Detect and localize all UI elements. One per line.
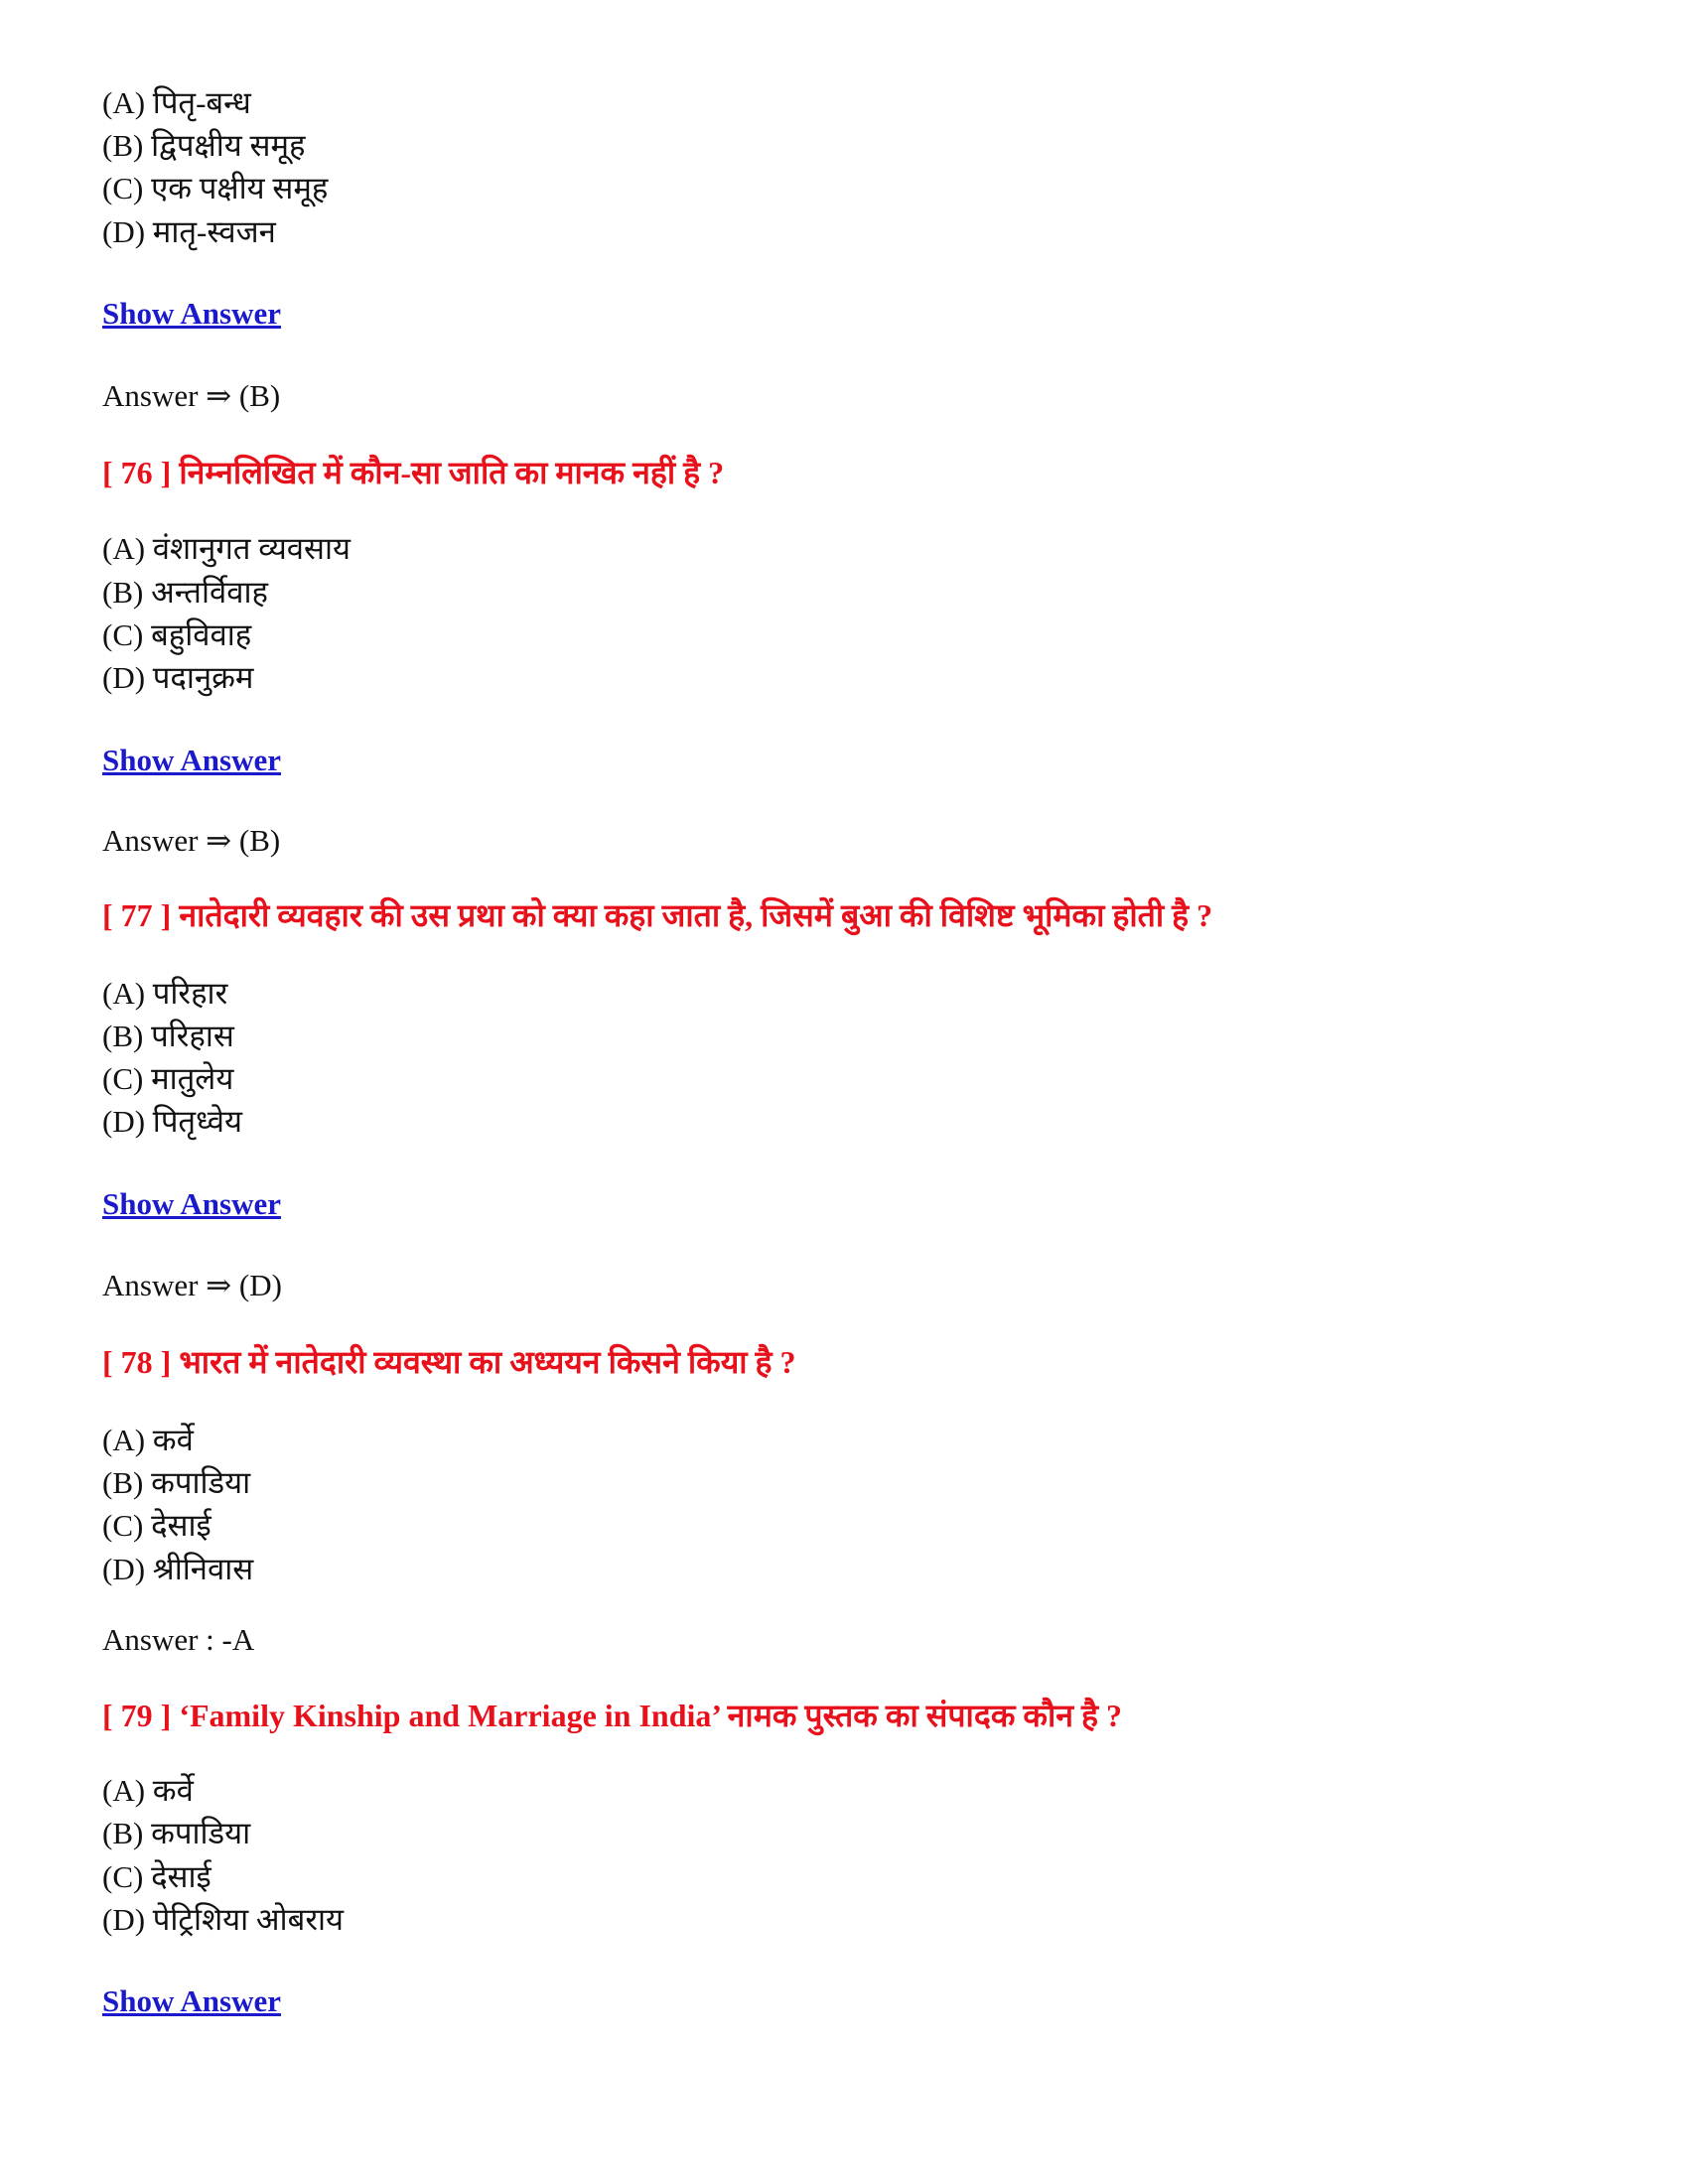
show-answer-link[interactable]: Show Answer: [102, 1186, 282, 1221]
option: (C) बहुविवाह: [102, 617, 252, 652]
show-answer-link[interactable]: Show Answer: [102, 1983, 282, 2018]
answer-text: Answer ⇒ (B): [102, 823, 281, 858]
option: (C) देसाई: [102, 1859, 211, 1894]
option: (C) देसाई: [102, 1508, 211, 1543]
option: (B) द्विपक्षीय समूह: [102, 128, 306, 163]
option: (A) कर्वे: [102, 1773, 194, 1808]
option: (A) कर्वे: [102, 1423, 194, 1457]
question-78: [ 78 ] भारत में नातेदारी व्यवस्था का अध्ययन किसने किया है ?: [102, 1344, 796, 1380]
option: (B) कपाडिया: [102, 1465, 251, 1500]
option: (D) पदानुक्रम: [102, 660, 254, 695]
question-77: [ 77 ] नातेदारी व्यवहार की उस प्रथा को क्या कहा जाता है, जिसमें बुआ की विशिष्ट भूमिका होती है ?: [102, 897, 1213, 933]
answer-text: Answer : -A: [102, 1622, 255, 1657]
option: (A) पितृ-बन्ध: [102, 85, 251, 120]
question-79: [ 79 ] ‘Family Kinship and Marriage in India’ नामक पुस्तक का संपादक कौन है ?: [102, 1698, 1123, 1733]
option: (D) मातृ-स्वजन: [102, 214, 276, 249]
show-answer-link[interactable]: Show Answer: [102, 743, 282, 777]
option: (C) मातुलेय: [102, 1061, 234, 1096]
option: (B) अन्तर्विवाह: [102, 575, 268, 610]
question-76: [ 76 ] निम्नलिखित में कौन-सा जाति का मानक नहीं है ?: [102, 455, 725, 490]
option: (D) श्रीनिवास: [102, 1552, 254, 1586]
answer-text: Answer ⇒ (D): [102, 1268, 282, 1302]
show-answer-link[interactable]: Show Answer: [102, 296, 282, 331]
option: (B) कपाडिया: [102, 1816, 251, 1850]
option: (B) परिहास: [102, 1019, 234, 1053]
option: (A) परिहार: [102, 976, 228, 1011]
answer-text: Answer ⇒ (B): [102, 378, 281, 413]
option: (C) एक पक्षीय समूह: [102, 171, 329, 205]
option: (A) वंशानुगत व्यवसाय: [102, 531, 351, 566]
option: (D) पेट्रिशिया ओबराय: [102, 1902, 345, 1937]
option: (D) पितृध्वेय: [102, 1104, 242, 1139]
